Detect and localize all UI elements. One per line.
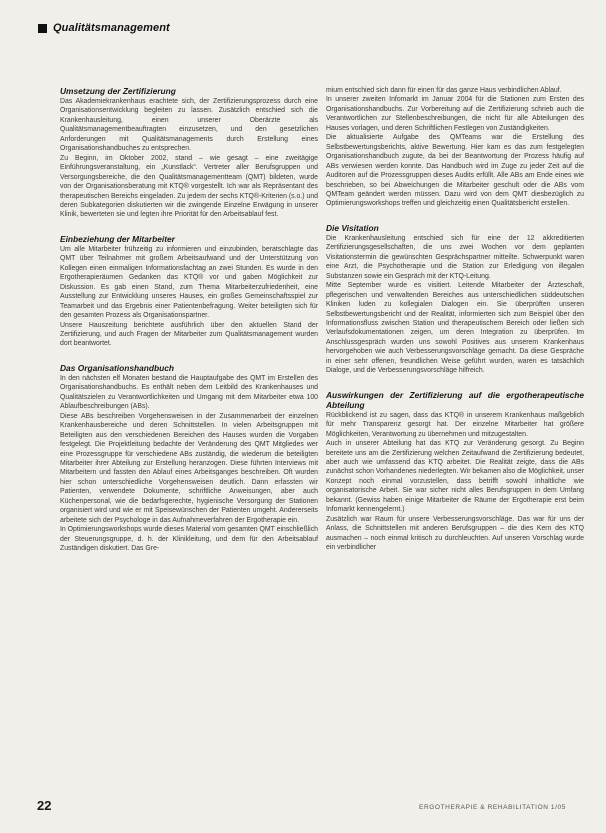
section-title: Qualitätsmanagement <box>53 22 170 34</box>
paragraph: Diese ABs beschreiben Vorgehensweisen in der Zusammenarbeit der einzelnen Krankenhausbereiche und deren Schnittstellen. In vielen Arbeitsgruppen mit Beteiligten aus den verschiedenen Bereichen des Hauses wurden die Vorgaben festgelegt. Die Projektleitung bedachte der Veränderung des QMT Mitgliedes wer eine Prozessgruppe für verschiedene ABs zuständig, die wiederum die beteiligten Mitarbeiter ihrer Abteilung zur Erstellung heranzogen. Diese führten Interviews mit Mitarbeitern und fassten den Ablauf eines Arbeitsganges beschreiben. Oft wurden hier schon unterschiedliche Vorgehensweisen deutlich. Dann erfassten wir Patienten, verwendete Dokumente, schriftliche Anweisungen, aber auch Küchenpersonal, wie die bedarfsgerechte, hygienische Versorgung der Stationen organisiert wird und wie er mit Speisewünschen der Patienten umgeht. Andererseits arbeitete sich der Psychologe in das Aufnahmeverfahren der Ergotherapie ein. <box>60 412 318 524</box>
paragraph: In Optimierungsworkshops wurde dieses Material vom gesamten QMT einschließlich der Steuerungsgruppe, d. h. der Klinikleitung, und dem für den Arbeitsablauf Zuständigen diskutiert. Das Gre- <box>60 526 318 553</box>
paragraph: Zu Beginn, im Oktober 2002, stand – wie gesagt – eine zweitägige Einführungsveranstaltung, ein „Kunstlack“. Vertreter aller Berufsgruppen und Versorgungsbereiche, die den Qualitätsmanagementteam (QMT) bildeten, wurde von der Organisationsberatung mit KTQ® vorgestellt. Ich war als Repräsentant des therapeutischen Bereichs eingeladen. Zu jedem der sechs KTQ®-Kriterien (s.o.) und deren Subkategorien diskutierten wir die zwingende Einzelne Erwägung in unserer Klinik, bewerteten sie und legten ihre Priorität für den Arbeitsablauf fest. <box>60 154 318 219</box>
paragraph: Das Akademiekrankenhaus erachtete sich, der Zertifizierungsprozess durch eine Organisationsentwicklung begleiten zu lassen. Zusätzlich entschied sich die Krankenhausleitung, einen unserer Oberärzte als Qualitätsmanagementbeauftragten einzusetzen, und den gesetzlichen Anforderungen mit Qualitätsmanagements durch Erstellung eines Organisationshandbuches zu entsprechen. <box>60 98 318 153</box>
heading-visitation: Die Visitation <box>326 222 379 233</box>
right-column <box>326 86 584 552</box>
page-number: 22 <box>37 798 52 813</box>
heading-einbeziehung: Einbeziehung der Mitarbeiter <box>60 233 175 244</box>
heading-organisationshandbuch: Das Organisationshandbuch <box>60 362 175 373</box>
paragraph: In unserer zweiten Infomarkt im Januar 2004 für die Stationen zum Ersten des Organisationshandbuchs. Zur Vorbereitung auf die Zertifizierung schrieb auch die Verantwortlichen zur Stellenbeschreibungen, die nicht für alle Abteilungen des Hauses vorlagen, und deren Schriftlichen Festlegen von Zuständigkeiten. <box>326 96 584 132</box>
left-column <box>60 86 318 553</box>
paragraph: Unsere Hauszeitung berichtete ausführlich über den aktuellen Stand der Zertifizierung, und auch Fragen der Mitarbeiter zum Qualitätsmanagement wurden dort beantwortet. <box>60 321 318 348</box>
paragraph: Die aktualisierte Aufgabe des QMTeams war die Erstellung des Selbstbewertungsberichts, aktive Bewertung. Hier kam es das zum festgelegten Organisationshandbuch zugute, da bei der Beantwortung der Prozess häufig auf ABs verwiesen werden konnte. Das Handbuch wird im Zuge zu jeder Zeit auf die Auditoren auf die Prozessgruppen dieses Audits erfüllt. Alle ABs am Ende eines wie beschrieben, so bei Abweichungen die Mitarbeiter geschult oder die ABs vom QMTeam geändert werden müssen. Dazu wird von dem QMT diesbezüglich zu Optimierungsworkshops treffen und gleichzeitig einen Qualitätsbericht erstellen. <box>326 134 584 208</box>
paragraph: Mitte September wurde es visitiert. Leitende Mitarbeiter der Ärzteschaft, pflegerischen und verwaltenden Bereiches aus unterschiedlichen süddeutschen Kliniken luden zu kollegialen Dialogen ein. Sie überprüften unseren Selbstbewertungsbericht und der Realität, informierten sich zum Beispiel über den Informationsfluss zwischen Station und therapeutischem Bereich oder ließen sich Verlaufsdokumentationen zeigen, um deren Integration zu überprüfen. Im Anschlussgespräch wurden uns sowohl Positives aus unserem Krankenhaus hervorgehoben wie auch Verbesserungsvorschläge gemacht. Da diese Gespräche in einer sehr offenen, freundlichen Weise geführt wurden, waren es tatsächlich Dialoge, und die Verbesserungsvorschläge hilfreich. <box>326 282 584 375</box>
paragraph: mium entschied sich dann für einen für das ganze Haus verbindlichen Ablauf. <box>326 87 562 94</box>
paragraph: In den nächsten elf Monaten bestand die Hauptaufgabe des QMT im Erstellen des Organisationshandbuchs. Es enthält neben dem Leitbild des Krankenhauses und Qualitätszielen zu Verantwortlichkeiten und Umgang mit dem Mitarbeiter etwa 100 Ablaufbeschreibungen (ABs). <box>60 374 318 411</box>
paragraph: Auch in unserer Abteilung hat das KTQ zur Veränderung gesorgt. Zu Beginn bereitete uns am die Zertifizierung welchen Zeitaufwand die Zertifizierung bedeutet, aber auch wie umfassend das KTQ arbeitet. Die Realität zeigte, dass die ABs zunächst schon Vorhandenes niederlegten. Wir bekamen also die Möglichkeit, unser Konzept noch einmal vorzustellen, dass betrifft sowohl inhaltliche wie organisatorische Arbeit. Sie war sicher nicht alles Berufsgruppen in dem Umfang bekannt. (Gewiss haben einige Mitarbeiter die Räume der Ergotherapie erst beim Infomarkt kennengelernt.) <box>326 440 584 514</box>
square-bullet-icon <box>38 24 47 33</box>
paragraph: Um alle Mitarbeiter frühzeitig zu informieren und einzubinden, beratschlagte das QMT über Teilnahmer mit großem Arbeitsaufwand und der Unterstützung von Kollegen einen einmaligen Informationsfachtag an zwei Stunden. Es wurde in den Ergotherapieräumen Gedanken das KTQ® vor und gaben Möglichkeit zur Diskussion. Es gab einen Stand, zum Thema Mitarbeiterzufriedenheit, eine Ausstellung zur Entwicklung unseres Hauses, ein großes Gemeinschaftsspiel zur Teamarbeit und das Ergebnis einer Patientenbefragung. Weiter beteiligten sich für den gesamten Prozess als Organisationspartner. <box>60 245 318 320</box>
heading-auswirkungen: Auswirkungen der Zertifizierung auf die ergotherapeutische Abteilung <box>326 389 584 410</box>
section-header <box>38 22 170 34</box>
paragraph: Die Krankenhausleitung entschied sich für eine der 12 akkreditierten Zertifizierungsgesellschaften, die uns zwei Wochen vor dem geplanten Visitationstermin die gewünschten Gesprächspartner mitteilte. Schwerpunkt waren eine Arzt, die Psychotherapie und die Station zur Erledigung von illegalen Substanzen sowie ein Gespräch mit der KTQ-Leitung. <box>326 234 584 280</box>
paragraph: Rückblickend ist zu sagen, dass das KTQ® in unserem Krankenhaus maßgeblich für mehr Transparenz gesorgt hat. Der einzelne Mitarbeiter hat größere Möglichkeiten, Verantwortung zu übernehmen und mitzugestalten. <box>326 411 584 438</box>
publication-source: ERGOTHERAPIE & REHABILITATION 1/05 <box>419 804 566 811</box>
paragraph: Zusätzlich war Raum für unsere Verbesserungsvorschläge. Das war für uns der Anlass, die Schnittstellen mit anderen Berufsgruppen – die dies Kern des KTQ ausmachen – noch einmal kritisch zu durchleuchten. Auf unseren Vorschlag wurde ein verbindlicher <box>326 515 584 552</box>
heading-umsetzung: Umsetzung der Zertifizierung <box>60 86 176 96</box>
